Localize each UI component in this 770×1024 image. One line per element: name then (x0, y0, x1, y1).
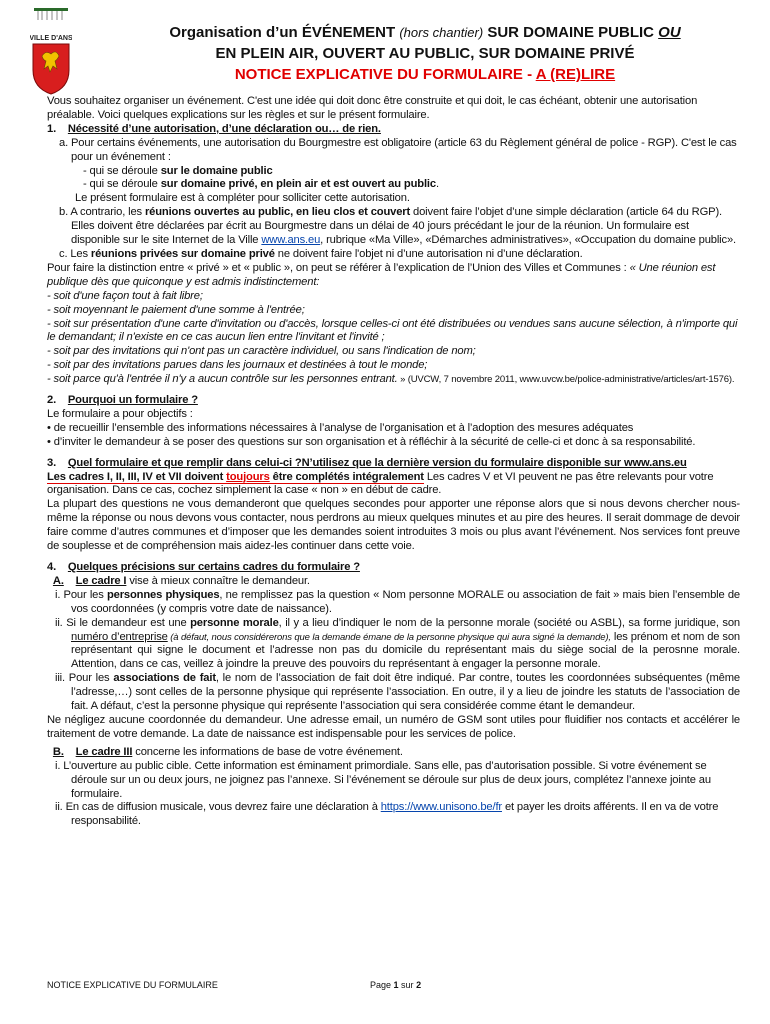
section-1-heading: 1. Nécessité d’une autorisation, d’une déclaration ou… de rien. (47, 122, 381, 135)
section-1-a-item-2: - qui se déroule sur domaine privé, en plein air et est ouvert au public. (83, 178, 439, 191)
section-4-B-i: i. L’ouverture au public cible. Cette information est éminament primordiale. Sans elle, pas d’autorisation possible. Si votre événement se déroule sur un ou deux jours, ne joignez pas l’annexe. Si l’événement se déroule sur plus de deux jours, complétez l’annexe jointe au formulaire. (55, 759, 711, 800)
section-1-c: c. Les réunions privées sur domaine privé ne doivent faire l'objet ni d’une autorisation ni d’une déclaration. (59, 247, 583, 260)
section-4-A-ii: ii. Si le demandeur est une personne morale, il y a lieu d’indiquer le nom de la personne morale (société ou ASBL), sa forme juridique, son numéro d’entreprise (à défaut, nous considérerons que la demande émane de la personne physique qui aura signé la demande), les prénom et nom de son représentant qui signe le document et l’adresse non pas du domicile du représentant mais du siège social de la perosnne morale. Attention, dans ce cas, veillez à joindre la preuve des pouvoirs du représentant à engager la personne morale. (55, 616, 741, 671)
document-body (47, 95, 740, 829)
section-4-A-i: i. Pour les personnes physiques, ne remplissez pas la question « Nom personne MORALE ou association de fait » mais bien l’ensemble de vos coordonnées (y compris votre date de naissance). (55, 588, 740, 615)
unisono-link[interactable]: https://www.unisono.be/fr (380, 801, 502, 814)
section-2-bullet-1: • de recueillir l’ensemble des informations nécessaires à l’analyse de l’organisation et à l’adoption des mesures adéquates (47, 421, 634, 434)
footer-title: NOTICE EXPLICATIVE DU FORMULAIRE (47, 980, 218, 990)
page-header (110, 22, 740, 85)
city-crest-logo (30, 8, 72, 96)
ans-website-link[interactable]: www.ans.eu (261, 234, 321, 247)
quote-line-6: - soit par des invitations parues dans les journaux et destinées à tout le monde; (47, 359, 428, 372)
header-line-1: Organisation d’un ÉVÉNEMENT (hors chantier) SUR DOMAINE PUBLIC OU (169, 24, 681, 41)
section-2-p1: Le formulaire a pour objectifs : (47, 407, 193, 420)
section-4-B-ii: ii. En cas de diffusion musicale, vous devrez faire une déclaration à https://www.unisono.be/fr et payer les droits afférents. Il en va de votre responsabilité. (55, 801, 719, 828)
crest-label: VILLE D'ANS (30, 35, 72, 42)
section-3-p2: La plupart des questions ne vous demanderont que quelques secondes pour apporter une réponse alors que si nous devons chercher nous-même la réponse ou nous devons vous contacter, nous perdrons au mieux quelques minutes et au pire des heures. Il serait dommage de devoir faire comme d’autres communes et d’imposer que les demandes soient introduites 3 mois ou plus avant l’événement. Nos services font preuve de souplesse et de compréhension mais aidez-les continuer dans cette voie. (47, 498, 740, 553)
section-1-a-item-1: - qui se déroule sur le domaine public (83, 164, 273, 177)
section-4-A: A. Le cadre I vise à mieux connaître le demandeur. (52, 574, 310, 587)
section-1-b: b. A contrario, les réunions ouvertes au public, en lieu clos et couvert doivent faire l’objet d’une simple déclaration (article 64 du RGP). Elles doivent être déclarées par écrit au Bourgmestre dans un délai de 40 jours précédant le jour de la réunion. Un formulaire est disponible sur le site Internet de la Ville www.ans.eu, rubrique «Ma Ville», «Démarches administratives», «Occupation du domaine public». (59, 206, 736, 247)
section-4-A-iii: iii. Pour les associations de fait, le nom de l’association de fait doit être indiqué. Par contre, toutes les coordonnées subséquentes (même l’adresse,…) sont celles de la personne physique qui représente l’association. En outre, il y a lieu de joindre les statuts de l’association de fait. A défaut, c’est la personne physique qui représente l’association qui sera considérée comme étant le demandeur. (55, 672, 740, 713)
section-1-a: a. Pour certains événements, une autorisation du Bourgmestre est obligatoire (article 63 du Règlement général de police - RGP). C'est le cas pour un événement : (59, 136, 737, 163)
section-3-p1: Les cadres I, II, III, IV et VII doivent toujours être complétés intégralement Les cadres V et VI peuvent ne pas être relevants pour votre organisation. Dans ce cas, cochez simplement la case « non » en début de cadre. (47, 470, 714, 497)
section-3-heading: 3. Quel formulaire et que remplir dans celui-ci ?N’utilisez que la dernière version du formulaire disponible sur www.ans.eu (47, 456, 687, 469)
quote-line-7: - soit parce qu'à l'entrée il n'y a aucun contrôle sur les personnes entrant. » (UVCW, 7 novembre 2011, www.uvcw.be/police-administrative/articles/art-1576). (47, 373, 735, 386)
section-1-a-end: Le présent formulaire est à compléter pour solliciter cette autorisation. (75, 192, 410, 205)
header-line-2: EN PLEIN AIR, OUVERT AU PUBLIC, SUR DOMAINE PRIVÉ (215, 45, 635, 62)
quote-line-4: - soit sur présentation d'une carte d'invitation ou d'accès, lorsque celles-ci ont été distribuées ou vendues sans aucune sélection, à n'importe qui le demandant; il n'existe en ce cas aucun lien entre l'invitant et l'invité ; (47, 317, 738, 344)
section-2-bullet-2: • d’inviter le demandeur à se poser des questions sur son organisation et à réfléchir à la sécurité de celle-ci et donc à sa responsabilité. (47, 435, 696, 448)
quote-line-3: - soit moyennant le paiement d'une somme à l'entrée; (47, 303, 305, 316)
header-line-3: NOTICE EXPLICATIVE DU FORMULAIRE - A (RE)LIRE (234, 66, 616, 83)
quote-line-5: - soit par des invitations qui n'ont pas un caractère individuel, ou sans l'indication de nom; (47, 345, 476, 358)
section-4-note: Ne négligez aucune coordonnée du demandeur. Une adresse email, un numéro de GSM sont utiles pour fluidifier nos contacts et accélérer le traitement de votre demande. La date de naissance est indispensable pour les services de police. (47, 713, 740, 740)
section-1-distinction: Pour faire la distinction entre « privé » et « public », on peut se référer à l’explication de l’Union des Villes et Communes : « Une réunion est publique dès que quiconque y est admis indistinctement: (47, 261, 716, 288)
footer-page-number: Page 1 sur 2 (370, 980, 422, 990)
section-2-heading: 2. Pourquoi un formulaire ? (47, 394, 198, 407)
intro-paragraph: Vous souhaitez organiser un événement. C'est une idée qui doit donc être construite et qui doit, le cas échéant, obtenir une autorisation préalable. Voici quelques explications sur les règles et sur le présent formulaire. (47, 95, 698, 121)
quote-line-2: - soit d'une façon tout à fait libre; (47, 289, 203, 302)
section-4-B: B. Le cadre III concerne les informations de base de votre événement. (52, 745, 403, 758)
section-4-heading: 4. Quelques précisions sur certains cadres du formulaire ? (47, 561, 360, 573)
